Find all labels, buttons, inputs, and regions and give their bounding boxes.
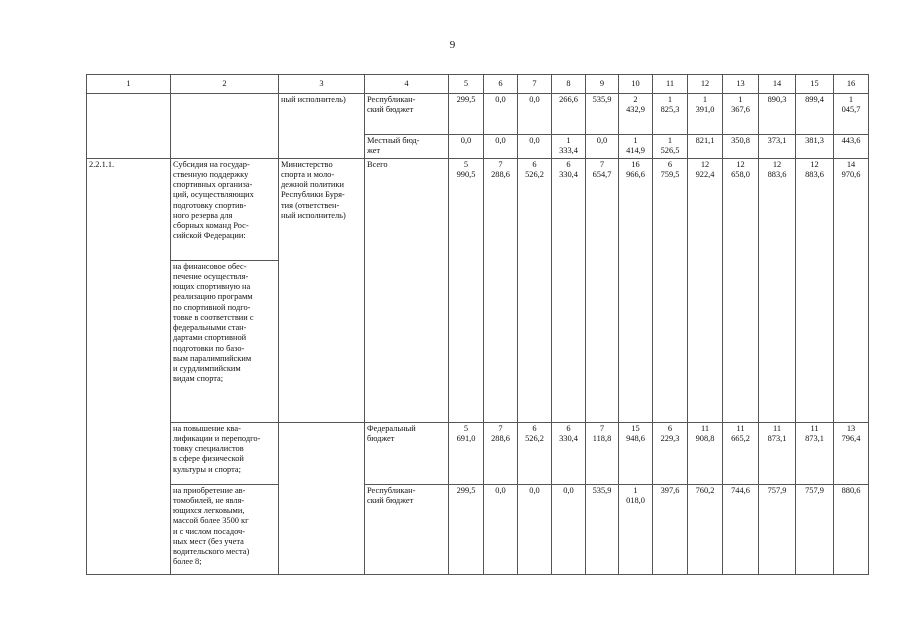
value-cell: 6 330,4 (552, 158, 586, 422)
page-number: 9 (449, 39, 456, 51)
column-number: 14 (759, 75, 796, 94)
value-cell: 7 118,8 (586, 422, 619, 484)
value-cell: 443,6 (834, 135, 869, 159)
column-number: 11 (653, 75, 688, 94)
value-cell: 266,6 (552, 94, 586, 135)
value-cell: 299,5 (449, 484, 484, 574)
executor-cell: ный исполнитель) (279, 94, 365, 159)
funding-source: Федеральный бюджет (365, 422, 449, 484)
value-cell: 899,4 (796, 94, 834, 135)
table-row (87, 422, 869, 484)
column-number: 6 (484, 75, 518, 94)
value-cell: 381,3 (796, 135, 834, 159)
value-cell: 14 970,6 (834, 158, 869, 422)
value-cell: 760,2 (688, 484, 723, 574)
value-cell: 821,1 (688, 135, 723, 159)
value-cell: 12 883,6 (796, 158, 834, 422)
value-cell: 0,0 (586, 135, 619, 159)
column-number: 16 (834, 75, 869, 94)
column-number-row (87, 75, 869, 94)
value-cell: 0,0 (484, 94, 518, 135)
value-cell: 1 414,9 (619, 135, 653, 159)
value-cell: 350,8 (723, 135, 759, 159)
value-cell: 7 654,7 (586, 158, 619, 422)
value-cell: 5 691,0 (449, 422, 484, 484)
value-cell: 16 966,6 (619, 158, 653, 422)
sub-item-text: на приобретение ав- томобилей, не явля- ющихся легковыми, массой более 3500 кг и с числом посадоч- ных мест (без учета водительского места) более 8; (171, 484, 279, 574)
value-cell: 1 391,0 (688, 94, 723, 135)
value-cell: 535,9 (586, 94, 619, 135)
empty-cell (171, 94, 279, 159)
table-row (87, 484, 869, 574)
value-cell: 11 873,1 (796, 422, 834, 484)
value-cell: 535,9 (586, 484, 619, 574)
value-cell: 0,0 (518, 484, 552, 574)
item-name: Субсидия на государ- ственную поддержку спортивных организа- ций, осуществляющих подготовку спортив- ного резерва для сборных команд Рос- сийской Федерации: (171, 158, 279, 260)
value-cell: 15 948,6 (619, 422, 653, 484)
value-cell: 1 825,3 (653, 94, 688, 135)
value-cell: 6 526,2 (518, 422, 552, 484)
value-cell: 1 333,4 (552, 135, 586, 159)
value-cell: 12 922,4 (688, 158, 723, 422)
sub-item-text: на финансовое обес- печение осуществля- ющих спортивную на реализацию программ по спортивной подго- товке в соответствии с федеральными стан- дартами спортивной подготовки по базо- вым паралимпийским и сурдлимпийским видам спорта; (171, 260, 279, 422)
value-cell: 6 330,4 (552, 422, 586, 484)
value-cell: 397,6 (653, 484, 688, 574)
value-cell: 2 432,9 (619, 94, 653, 135)
value-cell: 0,0 (518, 135, 552, 159)
column-number: 4 (365, 75, 449, 94)
table-row (87, 158, 869, 260)
value-cell: 1 526,5 (653, 135, 688, 159)
empty-cell (279, 422, 365, 574)
column-number: 9 (586, 75, 619, 94)
value-cell: 744,6 (723, 484, 759, 574)
value-cell: 11 665,2 (723, 422, 759, 484)
sub-item-text: на повышение ква- лификации и переподго- товку специалистов в сфере физической культуры и спорта; (171, 422, 279, 484)
value-cell: 880,6 (834, 484, 869, 574)
value-cell: 5 990,5 (449, 158, 484, 422)
column-number: 1 (87, 75, 171, 94)
executor-cell: Министерство спорта и моло- дежной политики Республики Буря- тия (ответствен- ный исполнитель) (279, 158, 365, 422)
funding-source: Всего (365, 158, 449, 422)
value-cell: 0,0 (518, 94, 552, 135)
value-cell: 12 658,0 (723, 158, 759, 422)
column-number: 5 (449, 75, 484, 94)
funding-source: Республикан- ский бюджет (365, 484, 449, 574)
funding-source: Местный бюд- жет (365, 135, 449, 159)
value-cell: 7 288,6 (484, 422, 518, 484)
value-cell: 0,0 (449, 135, 484, 159)
value-cell: 1 045,7 (834, 94, 869, 135)
column-number: 8 (552, 75, 586, 94)
value-cell: 757,9 (759, 484, 796, 574)
column-number: 3 (279, 75, 365, 94)
budget-table (86, 74, 869, 575)
column-number: 15 (796, 75, 834, 94)
value-cell: 6 759,5 (653, 158, 688, 422)
empty-cell (87, 94, 171, 159)
value-cell: 0,0 (484, 135, 518, 159)
value-cell: 0,0 (552, 484, 586, 574)
value-cell: 373,1 (759, 135, 796, 159)
value-cell: 0,0 (484, 484, 518, 574)
column-number: 13 (723, 75, 759, 94)
value-cell: 6 229,3 (653, 422, 688, 484)
value-cell: 11 908,8 (688, 422, 723, 484)
item-code: 2.2.1.1. (87, 158, 171, 574)
value-cell: 11 873,1 (759, 422, 796, 484)
value-cell: 757,9 (796, 484, 834, 574)
column-number: 2 (171, 75, 279, 94)
value-cell: 7 288,6 (484, 158, 518, 422)
column-number: 10 (619, 75, 653, 94)
column-number: 7 (518, 75, 552, 94)
value-cell: 299,5 (449, 94, 484, 135)
value-cell: 1 018,0 (619, 484, 653, 574)
value-cell: 12 883,6 (759, 158, 796, 422)
value-cell: 1 367,6 (723, 94, 759, 135)
table-row (87, 94, 869, 135)
value-cell: 6 526,2 (518, 158, 552, 422)
column-number: 12 (688, 75, 723, 94)
value-cell: 890,3 (759, 94, 796, 135)
funding-source: Республикан- ский бюджет (365, 94, 449, 135)
value-cell: 13 796,4 (834, 422, 869, 484)
